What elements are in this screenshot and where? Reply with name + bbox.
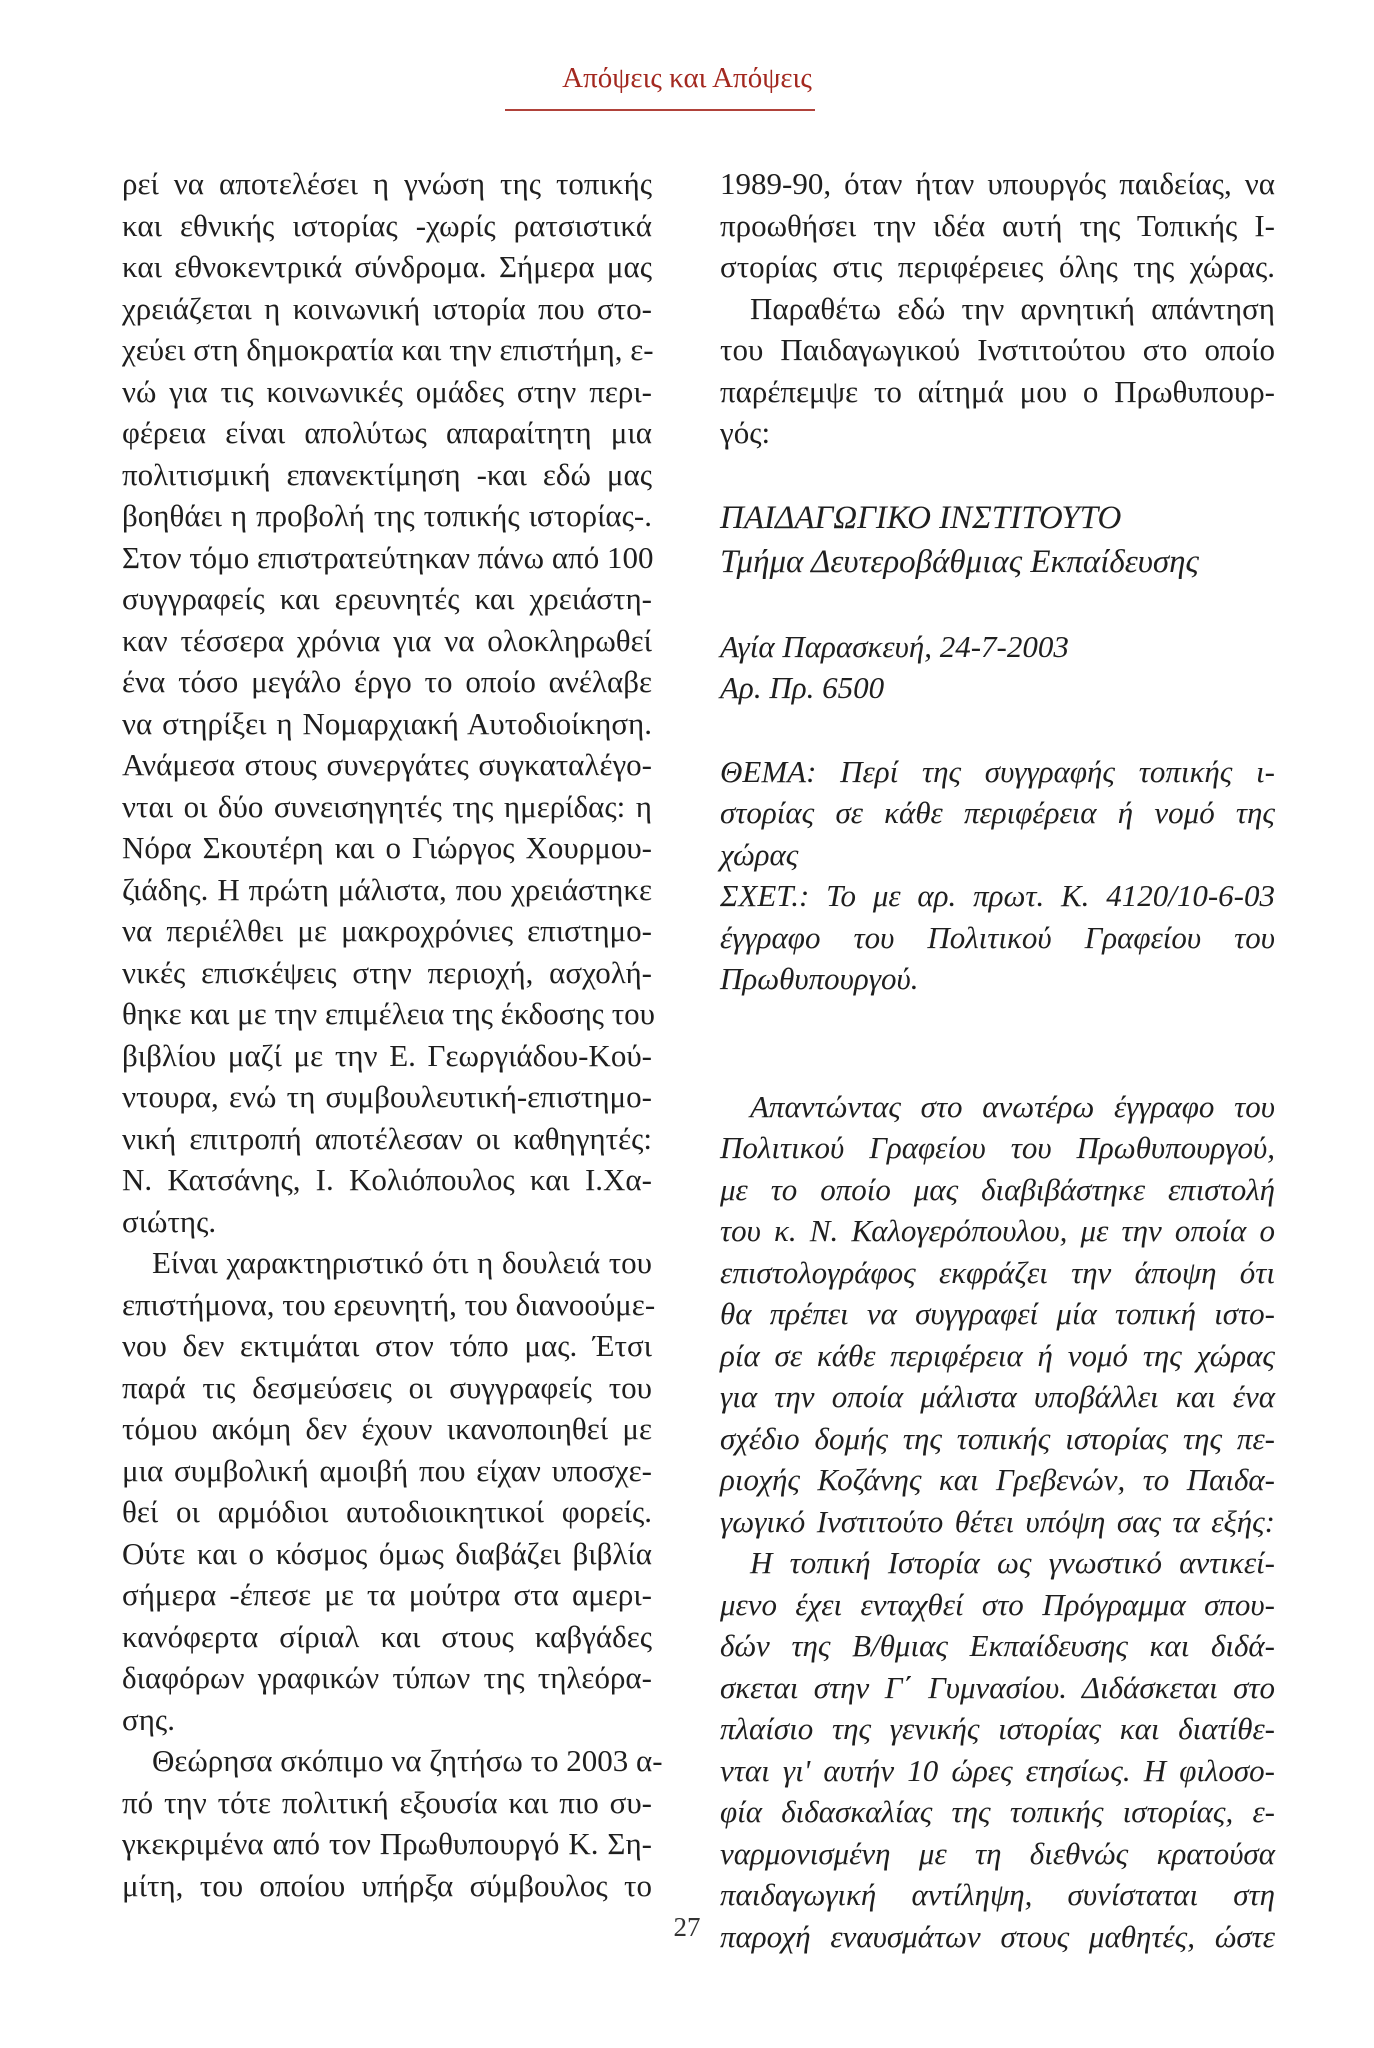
letter-body-line: Η τοπική Ιστορία ως γνωστικό αντικεί- [750,1545,1275,1580]
text-line: του Παιδαγωγικού Ινστιτούτου στο οποίο [720,332,1275,367]
text-line: ντουρα, ενώ τη συμβουλευτική-επιστημο- [122,1079,652,1114]
letter-body-line: παροχή εναυσμάτων στους μαθητές, ώστε [720,1918,1275,1954]
text-line: σιώτης. [122,1203,217,1239]
letter-body-line: ρία σε κάθε περιφέρεια ή νομό της χώρας [720,1337,1275,1373]
text-line: νική επιτροπή αποτέλεσαν οι καθηγητές: [122,1120,652,1156]
text-line: ένα τόσο μεγάλο έργο το οποίο ανέλαβε [122,664,652,699]
text-line: κανόφερτα σίριαλ και στους καβγάδες [122,1618,652,1654]
subject-line: έγγραφο του Πολιτικού Γραφείου του [720,919,1275,955]
text-line: θεί οι αρμόδιοι αυτοδιοικητικοί φορείς. [122,1494,652,1529]
letter-body-line: Απαντώντας στο ανωτέρω έγγραφο του [750,1088,1275,1124]
text-line: ζιάδης. Η πρώτη μάλιστα, που χρειάστηκε [122,871,652,907]
text-line: Ούτε και ο κόσμος όμως διαβάζει βιβλία [122,1535,652,1571]
text-line: χεύει στη δημοκρατία και την επιστήμη, ε- [122,332,654,367]
text-line: Θεώρησα σκόπιμο να ζητήσω το 2003 α- [152,1743,663,1778]
letter-body-line: επιστολογράφος εκφράζει την άποψη ότι [720,1254,1275,1290]
text-line: χρειάζεται η κοινωνική ιστορία που στο- [122,290,652,326]
letterhead-department: Τμήμα Δευτεροβάθμιας Εκπαίδευσης [720,543,1199,580]
letter-body-line: μενο έχει ενταχθεί στο Πρόγραμμα σπου- [720,1586,1275,1622]
running-title: Απόψεις και Απόψεις [562,62,812,94]
letter-body-line: με το οποίο μας διαβιβάστηκε επιστολή [720,1171,1275,1207]
text-line: γκεκριμένα από τον Πρωθυπουργό Κ. Ση- [122,1826,652,1861]
text-line: μια συμβολική αμοιβή που είχαν υποσχε- [122,1452,652,1488]
letter-body-line: για την οποία μάλιστα υποβάλλει και ένα [720,1379,1275,1414]
text-line: γός: [720,415,771,450]
left-column [122,163,663,1906]
text-line: Ανάμεσα στους συνεργάτες συγκαταλέγο- [122,747,652,782]
text-line: συγγραφείς και ερευνητές και χρειάστη- [122,581,652,616]
subject-line: ΣΧΕΤ.: Το με αρ. πρωτ. Κ. 4120/10-6-03 [720,878,1275,913]
text-line: να στηρίξει η Νομαρχιακή Αυτοδιοίκηση. [122,705,652,741]
letter-body-line: φία διδασκαλίας της τοπικής ιστορίας, ε- [720,1794,1275,1829]
subject-line: στορίας σε κάθε περιφέρεια ή νομό της [720,795,1275,830]
letter-body-line: παιδαγωγική αντίληψη, συνίσταται στη [720,1877,1275,1912]
header-rule [505,109,815,111]
text-line: ρεί να αποτελέσει η γνώση της τοπικής [122,166,652,201]
letter-body-line: νται γι' αυτήν 10 ώρες ετησίως. Η φιλοσο- [720,1752,1275,1788]
text-line: νου δεν εκτιμάται στον τόπο μας. Έτσι [122,1328,652,1363]
subject-line: ΘΕΜΑ: Περί της συγγραφής τοπικής ι- [720,753,1275,789]
subject-line: χώρας [720,836,799,872]
letter-body-line: Πολιτικού Γραφείου του Πρωθυπουργού, [720,1130,1275,1165]
text-line: φέρεια είναι απολύτως απαραίτητη μια [122,415,652,450]
text-line: προωθήσει την ιδέα αυτή της Τοπικής Ι- [720,207,1275,243]
text-line: να περιέλθει με μακροχρόνιες επιστημο- [122,913,652,948]
letter-body-line: θα πρέπει να συγγραφεί μία τοπική ιστο- [720,1296,1275,1331]
text-line: καν τέσσερα χρόνια για να ολοκληρωθεί [122,622,652,658]
text-line: διαφόρων γραφικών τύπων της τηλεόρα- [122,1660,652,1695]
text-line: σήμερα -έπεσε με τα μούτρα στα αμερι- [122,1577,652,1612]
text-line: Στον τόμο επιστρατεύτηκαν πάνω από 100 [122,539,654,575]
text-line: νικές επισκέψεις στην περιοχή, ασχολή- [122,954,652,990]
text-line: παρέπεμψε το αίτημά μου ο Πρωθυπουρ- [720,373,1275,409]
text-line: στορίας στις περιφέρειες όλης της χώρας. [720,249,1275,284]
letter-body-line: σχέδιο δομής της τοπικής ιστορίας της πε- [720,1420,1275,1456]
letter-body-line: πλαίσιο της γενικής ιστορίας και διατίθε- [720,1711,1275,1746]
text-line: νται οι δύο συνεισηγητές της ημερίδας: η [122,788,652,824]
text-line: τόμου ακόμη δεν έχουν ικανοποιηθεί με [122,1411,652,1446]
text-line: Είναι χαρακτηριστικό ότι η δουλειά του [152,1245,652,1280]
text-line: Νόρα Σκουτέρη και ο Γιώργος Χουρμου- [122,830,652,865]
text-line: βοηθάει η προβολή της τοπικής ιστορίας-. [122,498,652,533]
letter-body-line: δών της Β/θμιας Εκπαίδευσης και διδά- [720,1628,1275,1663]
page-number: 27 [673,1912,701,1942]
text-line: και εθνοκεντρικά σύνδρομα. Σήμερα μας [122,249,652,284]
text-line: θηκε και με την επιμέλεια της έκδοσης του [122,996,655,1031]
letter-body-line: ριοχής Κοζάνης και Γρεβενών, το Παιδα- [720,1462,1275,1497]
text-line: 1989-90, όταν ήταν υπουργός παιδείας, να [720,166,1275,201]
right-column [720,163,1275,1957]
text-line: νώ για τις κοινωνικές ομάδες στην περι- [122,373,652,409]
text-line: πό την τότε πολιτική εξουσία και πιο συ- [122,1784,652,1820]
letter-body-line: ναρμονισμένη με τη διεθνώς κρατούσα [720,1835,1275,1871]
letterhead-institute: ΠΑΙΔΑΓΩΓΙΚΟ ΙΝΣΤΙΤΟΥΤΟ [720,499,1122,536]
text-line: πολιτισμική επανεκτίμηση -και εδώ μας [122,456,652,492]
text-line: παρά τις δεσμεύσεις οι συγγραφείς του [122,1369,652,1405]
letter-body-line: σκεται στην Γ΄ Γυμνασίου. Διδάσκεται στο [720,1669,1275,1705]
letter-body-line: γωγικό Ινστιτούτο θέτει υπόψη σας τα εξής: [720,1503,1275,1539]
text-line: και εθνικής ιστορίας -χωρίς ρατσιστικά [122,207,652,243]
subject-line: Πρωθυπουργού. [720,961,919,996]
text-line: βιβλίου μαζί με την Ε. Γεωργιάδου-Κού- [122,1037,652,1073]
letter-protocol: Αρ. Πρ. 6500 [720,670,885,705]
text-line: επιστήμονα, του ερευνητή, του διανοούμε- [122,1286,656,1322]
text-line: σης. [122,1701,175,1737]
letter-date: Αγία Παρασκευή, 24-7-2003 [720,628,1069,664]
letter-body-line: του κ. Ν. Καλογερόπουλου, με την οποία ο [720,1213,1275,1248]
text-line: Ν. Κατσάνης, Ι. Κολιόπουλος και Ι.Χα- [122,1162,652,1197]
text-line: μίτη, του οποίου υπήρξα σύμβουλος το [122,1867,652,1903]
text-line: Παραθέτω εδώ την αρνητική απάντηση [750,290,1275,326]
